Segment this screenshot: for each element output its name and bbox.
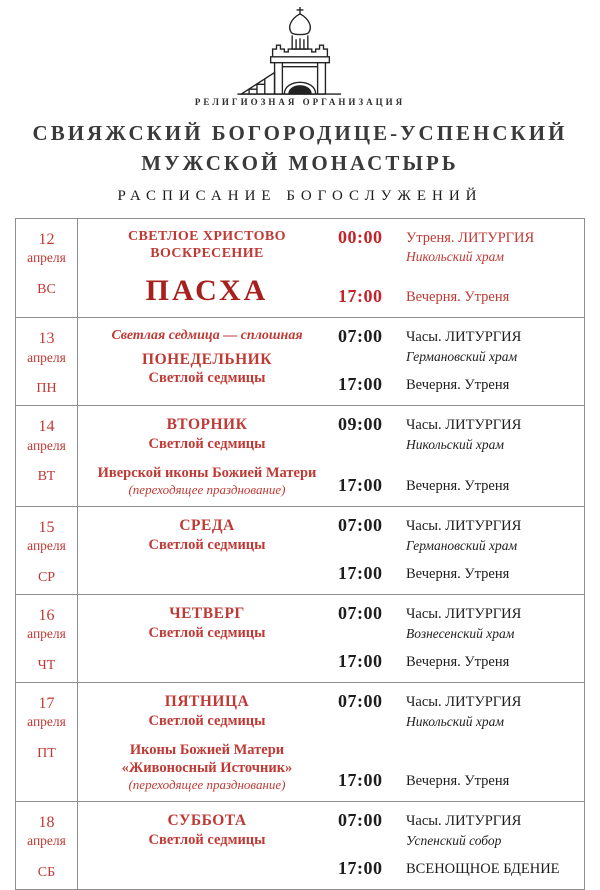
- service-morning: [338, 603, 580, 641]
- desc-line: «Живоносный Источник»: [121, 759, 293, 776]
- desc-line: Светлой седмицы: [148, 435, 266, 452]
- desc-line: ПАСХА: [145, 273, 269, 307]
- schedule-row: [16, 594, 584, 682]
- description-cell: [78, 219, 336, 318]
- service-church: Никольский храм: [406, 713, 505, 729]
- date-month: апреля: [27, 437, 66, 453]
- title-line-2: МУЖСКОЙ МОНАСТЫРЬ: [141, 151, 459, 176]
- date-month: апреля: [27, 349, 66, 365]
- desc-line: Светлой седмицы: [148, 536, 266, 553]
- date-weekday: ПТ: [37, 745, 56, 761]
- service-time: 17:00: [338, 563, 383, 584]
- desc-line: ВТОРНИК: [166, 416, 248, 434]
- title-line-1: СВИЯЖСКИЙ БОГОРОДИЦЕ-УСПЕНСКИЙ: [32, 121, 568, 145]
- service-morning: [338, 227, 580, 265]
- service-time: 17:00: [338, 286, 383, 307]
- service-time: 07:00: [338, 810, 383, 831]
- date-weekday: ВТ: [37, 469, 56, 485]
- description-cell: [78, 595, 336, 682]
- desc-line: СРЕДА: [179, 517, 235, 535]
- desc-line: ПЯТНИЦА: [164, 693, 250, 711]
- date-month: апреля: [27, 250, 66, 266]
- date-day: 16: [38, 607, 55, 625]
- service-name: Часы. ЛИТУРГИЯ: [406, 417, 522, 434]
- schedule-table: [15, 218, 585, 890]
- service-name: Часы. ЛИТУРГИЯ: [406, 813, 522, 830]
- service-time: 07:00: [338, 603, 383, 624]
- date-weekday: СБ: [37, 864, 56, 880]
- date-weekday: ПН: [36, 381, 57, 397]
- services-cell: [336, 802, 584, 889]
- service-evening: [338, 770, 580, 791]
- date-day: 18: [38, 814, 55, 832]
- desc-line: Иверской иконы Божией Матери: [97, 464, 317, 481]
- date-cell: [16, 595, 78, 682]
- description-cell: [78, 802, 336, 889]
- description-cell: [78, 318, 336, 405]
- desc-line: Светлой седмицы: [148, 370, 266, 387]
- date-cell: [16, 507, 78, 594]
- date-cell: [16, 683, 78, 801]
- service-morning: [338, 326, 580, 364]
- service-time: 17:00: [338, 651, 383, 672]
- desc-line: (переходящее празднование): [128, 777, 286, 792]
- monastery-logo: [220, 6, 380, 96]
- service-church: Германовский храм: [406, 348, 518, 364]
- service-name: Часы. ЛИТУРГИЯ: [406, 606, 522, 623]
- date-day: 17: [38, 695, 55, 713]
- date-cell: [16, 219, 78, 318]
- service-time: 17:00: [338, 475, 383, 496]
- service-name: Вечерня. Утреня: [406, 566, 510, 583]
- desc-line: СУББОТА: [167, 812, 247, 830]
- service-time: 07:00: [338, 326, 383, 347]
- service-name: ВСЕНОЩНОЕ БДЕНИЕ: [406, 861, 560, 878]
- service-time: 09:00: [338, 414, 383, 435]
- desc-line: Светлой седмицы: [148, 831, 266, 848]
- date-weekday: ЧТ: [37, 657, 56, 673]
- services-cell: [336, 683, 584, 801]
- date-month: апреля: [27, 626, 66, 642]
- service-evening: [338, 651, 580, 672]
- service-name: Часы. ЛИТУРГИЯ: [406, 329, 522, 346]
- service-evening: [338, 858, 580, 879]
- service-church: Никольский храм: [406, 249, 505, 265]
- date-day: 13: [38, 330, 55, 348]
- date-month: апреля: [27, 538, 66, 554]
- service-name: Вечерня. Утреня: [406, 773, 510, 790]
- service-morning: [338, 691, 580, 729]
- date-weekday: СР: [37, 569, 56, 585]
- service-time: 07:00: [338, 515, 383, 536]
- date-cell: [16, 318, 78, 405]
- service-church: Успенский собор: [406, 832, 502, 848]
- service-name: Вечерня. Утреня: [406, 654, 510, 671]
- service-morning: [338, 515, 580, 553]
- service-name: Утреня. ЛИТУРГИЯ: [406, 229, 535, 246]
- desc-line: (переходящее празднование): [128, 482, 286, 497]
- service-name: Вечерня. Утреня: [406, 289, 510, 306]
- schedule-row: [16, 682, 584, 801]
- service-time: 07:00: [338, 691, 383, 712]
- desc-line: Иконы Божией Матери: [129, 741, 285, 758]
- date-day: 14: [38, 418, 55, 436]
- schedule-row: [16, 219, 584, 318]
- schedule-row: [16, 801, 584, 889]
- desc-line: ЧЕТВЕРГ: [169, 605, 245, 623]
- description-cell: [78, 507, 336, 594]
- schedule-row: [16, 317, 584, 405]
- church-monastery-icon: [220, 6, 380, 96]
- desc-line: Светлой седмицы: [148, 712, 266, 729]
- desc-line: Светлой седмицы: [148, 624, 266, 641]
- service-name: Вечерня. Утреня: [406, 377, 510, 394]
- service-church: Германовский храм: [406, 537, 518, 553]
- service-name: Часы. ЛИТУРГИЯ: [406, 518, 522, 535]
- service-church: Вознесенский храм: [406, 625, 515, 641]
- date-month: апреля: [27, 833, 66, 849]
- service-church: Никольский храм: [406, 436, 505, 452]
- services-cell: [336, 507, 584, 594]
- date-day: 12: [38, 230, 55, 248]
- services-cell: [336, 318, 584, 405]
- schedule-subtitle: РАСПИСАНИЕ БОГОСЛУЖЕНИЙ: [117, 187, 483, 204]
- date-month: апреля: [27, 714, 66, 730]
- date-weekday: ВС: [37, 281, 56, 297]
- services-cell: [336, 595, 584, 682]
- date-day: 15: [38, 519, 55, 537]
- service-time: 00:00: [338, 226, 383, 247]
- service-morning: [338, 810, 580, 848]
- page-title: [0, 118, 600, 179]
- service-name: Вечерня. Утреня: [406, 478, 510, 495]
- service-morning: [338, 414, 580, 452]
- service-evening: [338, 563, 580, 584]
- description-cell: [78, 683, 336, 801]
- date-cell: [16, 802, 78, 889]
- service-evening: [338, 286, 580, 307]
- schedule-row: [16, 405, 584, 506]
- desc-line: СВЕТЛОЕ ХРИСТОВО ВОСКРЕСЕНИЕ: [128, 228, 286, 262]
- org-label: РЕЛИГИОЗНАЯ ОРГАНИЗАЦИЯ: [194, 97, 406, 107]
- services-cell: [336, 219, 584, 318]
- service-evening: [338, 374, 580, 395]
- service-name: Часы. ЛИТУРГИЯ: [406, 694, 522, 711]
- schedule-row: [16, 506, 584, 594]
- description-cell: [78, 406, 336, 506]
- services-cell: [336, 406, 584, 506]
- desc-line: ПОНЕДЕЛЬНИК: [142, 350, 272, 368]
- service-evening: [338, 475, 580, 496]
- service-time: 17:00: [338, 770, 383, 791]
- service-time: 17:00: [338, 858, 383, 879]
- service-time: 17:00: [338, 374, 383, 395]
- desc-line: Светлая седмица — сплошная: [111, 328, 303, 344]
- date-cell: [16, 406, 78, 506]
